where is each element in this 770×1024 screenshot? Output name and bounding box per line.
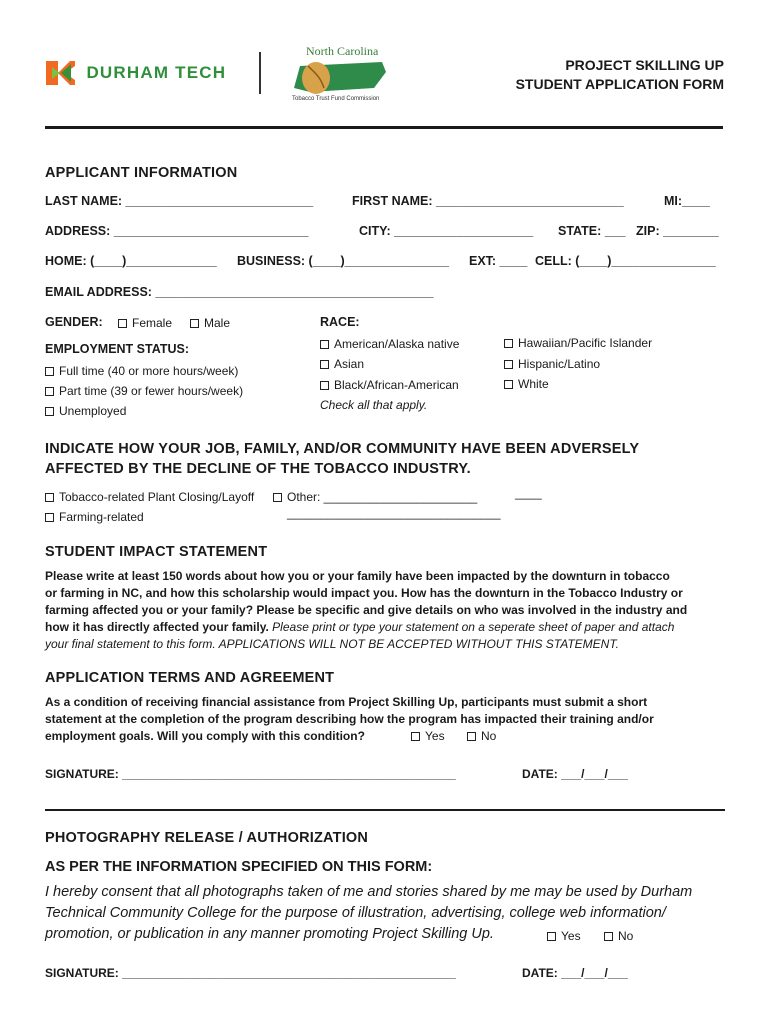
photo-consent-line2: Technical Community College for the purpose of illustration, advertising, college web information/: [45, 905, 666, 921]
terms-heading: APPLICATION TERMS AND AGREEMENT: [45, 670, 335, 686]
photo-date-field[interactable]: DATE: ___/___/___: [522, 966, 628, 980]
employment-unemployed-label: Unemployed: [59, 404, 127, 418]
race-hawaiian-label: Hawaiian/Pacific Islander: [518, 336, 653, 350]
zip-field[interactable]: ZIP: ________: [636, 224, 719, 238]
race-american-alaska-label: American/Alaska native: [334, 337, 460, 351]
nc-logo-title: North Carolina: [306, 44, 379, 58]
race-asian-option[interactable]: [320, 357, 364, 371]
terms-line3: employment goals. Will you comply with this condition?: [45, 729, 365, 743]
race-hispanic-option[interactable]: [504, 357, 600, 371]
gender-male-checkbox[interactable]: [190, 319, 199, 328]
impact-line4-italic: Please print or type your statement on a seperate sheet of paper and attach: [268, 620, 675, 634]
terms-line1: As a condition of receiving financial assistance from Project Skilling Up, participants must submit a short: [45, 695, 648, 709]
employment-fulltime-checkbox[interactable]: [45, 367, 54, 376]
employment-parttime-option[interactable]: [45, 384, 243, 398]
applicant-info-heading: APPLICANT INFORMATION: [45, 165, 238, 181]
tobacco-farming-option[interactable]: [45, 510, 144, 524]
gender-label: GENDER:: [45, 315, 103, 329]
photo-no-option[interactable]: [604, 929, 633, 943]
impact-line1: Please write at least 150 words about how you or your family have been impacted by the downturn in tobacco: [45, 569, 670, 583]
gender-female-option[interactable]: [118, 316, 172, 330]
terms-no-label: No: [481, 729, 497, 743]
photo-yes-label: Yes: [561, 929, 581, 943]
race-white-checkbox[interactable]: [504, 380, 513, 389]
logo-divider: [259, 52, 261, 94]
employment-fulltime-option[interactable]: [45, 364, 238, 378]
photo-heading: PHOTOGRAPHY RELEASE / AUTHORIZATION: [45, 830, 369, 846]
nc-logo-subtitle: Tobacco Trust Fund Commission: [292, 96, 380, 102]
race-black-checkbox[interactable]: [320, 381, 329, 390]
race-hawaiian-option[interactable]: [504, 336, 652, 350]
gender-male-option[interactable]: [190, 316, 230, 330]
photo-no-checkbox[interactable]: [604, 932, 613, 941]
race-hispanic-checkbox[interactable]: [504, 360, 513, 369]
middle-initial-field[interactable]: MI:____: [664, 194, 710, 208]
business-phone-field[interactable]: BUSINESS: (____)_______________: [237, 254, 449, 268]
terms-line2: statement at the completion of the program describing how the program has impacted their training and/or: [45, 712, 654, 726]
city-field[interactable]: CITY: ____________________: [359, 224, 534, 238]
cell-phone-field[interactable]: CELL: (____)_______________: [535, 254, 716, 268]
tobacco-other-option[interactable]: [273, 490, 477, 504]
tobacco-other-line2[interactable]: ________________________________: [287, 506, 501, 520]
tobacco-other-checkbox[interactable]: [273, 493, 282, 502]
photo-signature-field[interactable]: SIGNATURE: __________________________________________________: [45, 966, 456, 980]
photo-yes-checkbox[interactable]: [547, 932, 556, 941]
impact-line2: or farming in NC, and how this scholarship would impact you. How has the downturn in the Tobacco Industry or: [45, 586, 683, 600]
race-label: RACE:: [320, 315, 360, 329]
race-asian-checkbox[interactable]: [320, 360, 329, 369]
terms-signature-field[interactable]: SIGNATURE: __________________________________________________: [45, 767, 456, 781]
photo-subheading: AS PER THE INFORMATION SPECIFIED ON THIS FORM:: [45, 859, 433, 875]
photo-consent-line3: promotion, or publication in any manner promoting Project Skilling Up.: [45, 926, 494, 942]
impact-line4-bold: how it has directly affected your family.: [45, 620, 269, 634]
durham-tech-k-icon: [44, 57, 76, 89]
tobacco-heading-line2: AFFECTED BY THE DECLINE OF THE TOBACCO INDUSTRY.: [45, 461, 471, 477]
terms-text: [45, 694, 725, 745]
email-field[interactable]: EMAIL ADDRESS: ________________________________________: [45, 285, 434, 299]
state-field[interactable]: STATE: ___: [558, 224, 626, 238]
terms-yes-option[interactable]: [411, 729, 445, 743]
impact-line3: farming affected you or your family? Please be specific and give details on who was involved in the industry and: [45, 603, 688, 617]
impact-line4: [45, 619, 725, 636]
address-field[interactable]: ADDRESS: ____________________________: [45, 224, 309, 238]
form-title-line2: STUDENT APPLICATION FORM: [515, 76, 724, 92]
tobacco-plant-closing-label: Tobacco-related Plant Closing/Layoff: [59, 490, 255, 504]
tobacco-plant-closing-checkbox[interactable]: [45, 493, 54, 502]
tobacco-heading-line1: INDICATE HOW YOUR JOB, FAMILY, AND/OR COMMUNITY HAVE BEEN ADVERSELY: [45, 441, 640, 457]
nc-tobacco-trust-logo: [290, 44, 390, 106]
impact-line5-italic: your final statement to this form. APPLICATIONS WILL NOT BE ACCEPTED WITHOUT THIS STATEMENT.: [45, 637, 619, 651]
tobacco-farming-checkbox[interactable]: [45, 513, 54, 522]
employment-parttime-checkbox[interactable]: [45, 387, 54, 396]
race-hawaiian-checkbox[interactable]: [504, 339, 513, 348]
home-phone-field[interactable]: HOME: (____)_____________: [45, 254, 217, 268]
race-white-option[interactable]: [504, 377, 549, 391]
photo-consent-line1: I hereby consent that all photographs taken of me and stories shared by me may be used by Durham: [45, 884, 693, 900]
terms-date-field[interactable]: DATE: ___/___/___: [522, 767, 628, 781]
race-black-option[interactable]: [320, 378, 459, 392]
employment-unemployed-option[interactable]: [45, 404, 126, 418]
terms-yes-label: Yes: [425, 729, 445, 743]
section-rule: [45, 809, 725, 811]
employment-parttime-label: Part time (39 or fewer hours/week): [59, 384, 244, 398]
impact-line5: [45, 636, 725, 653]
race-hispanic-label: Hispanic/Latino: [518, 357, 601, 371]
employment-unemployed-checkbox[interactable]: [45, 407, 54, 416]
tobacco-plant-closing-option[interactable]: [45, 490, 254, 504]
terms-no-option[interactable]: [467, 729, 496, 743]
race-note: Check all that apply.: [320, 398, 428, 412]
impact-heading: STUDENT IMPACT STATEMENT: [45, 544, 268, 560]
impact-instructions: [45, 568, 725, 653]
extension-field[interactable]: EXT: ____: [469, 254, 528, 268]
form-title-line1: PROJECT SKILLING UP: [565, 57, 724, 73]
gender-female-label: Female: [132, 316, 173, 330]
race-asian-label: Asian: [334, 357, 365, 371]
terms-yes-checkbox[interactable]: [411, 732, 420, 741]
terms-no-checkbox[interactable]: [467, 732, 476, 741]
last-name-field[interactable]: LAST NAME: ___________________________: [45, 194, 314, 208]
durham-tech-wordmark: DURHAM TECH: [86, 63, 227, 82]
nc-state-map-icon: [290, 58, 390, 98]
photo-yes-option[interactable]: [547, 929, 581, 943]
first-name-field[interactable]: FIRST NAME: ___________________________: [352, 194, 624, 208]
durham-tech-logo: [44, 57, 226, 89]
race-american-alaska-option[interactable]: [320, 337, 459, 351]
race-black-label: Black/African-American: [334, 378, 459, 392]
tobacco-other-label[interactable]: Other: _______________________: [287, 490, 478, 504]
employment-fulltime-label: Full time (40 or more hours/week): [59, 364, 239, 378]
gender-male-label: Male: [204, 316, 231, 330]
employment-status-label: EMPLOYMENT STATUS:: [45, 342, 189, 356]
gender-female-checkbox[interactable]: [118, 319, 127, 328]
tobacco-farming-label: Farming-related: [59, 510, 144, 524]
race-white-label: White: [518, 377, 549, 391]
photo-no-label: No: [618, 929, 634, 943]
race-american-alaska-checkbox[interactable]: [320, 340, 329, 349]
header-rule: [45, 126, 723, 129]
tobacco-other-dash: ____: [515, 486, 542, 500]
